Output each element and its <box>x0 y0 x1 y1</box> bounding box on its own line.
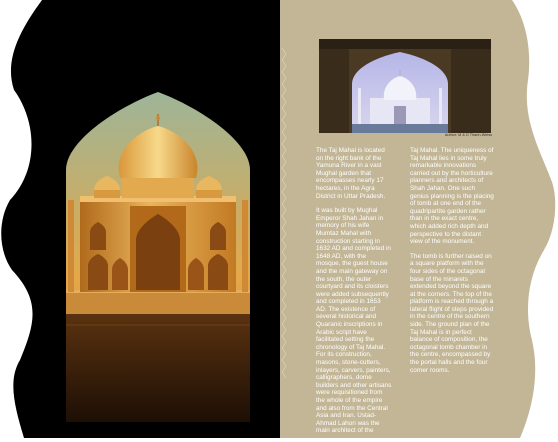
taj-mahal-arch-photo <box>60 88 256 428</box>
paragraph: The tomb is further raised on a square platform with the four sides of the octagonal base of the minarets extended beyond the square at the corners. The top of the platform is reached through a lateral flight of steps provided in the centre of the southern side. The ground plan of the Taj Mahal is in perfect balance of composition, the octagonal tomb chamber in the centre, encompassed by the portal halls and the four corner rooms. <box>410 252 494 374</box>
paragraph: Taj Mahal. The uniqueness of Taj Mahal lies in some truly remarkable innovations carried out by the horticulture planners and architects of Shah Jahan. One such genius planning is the placing of tomb at one end of the quadripartite garden rather than in the exact centre, which added rich depth and perspective to the distant view of the monument. <box>410 147 494 246</box>
taj-mahal-framed-photo <box>319 39 491 133</box>
paragraph: The Taj Mahal is located on the right bank of the Yamuna River in a vast Mughal garden that encompasses nearly 17 hectares, in the Agra District in Uttar Pradesh. <box>316 147 386 200</box>
photo-credit: Author: M & D Tharin-Weiss <box>444 133 492 137</box>
article-column-1 <box>316 147 392 442</box>
article-column-2 <box>410 147 494 381</box>
paragraph: It was built by Mughal Emperor Shah Jahan in memory of his wife Mumtaz Mahal with construction starting in 1632 AD and completed in 1648 AD, with the mosque, the guest house and the main gateway on the south, the outer courtyard and its cloisters were added subsequently and completed in 1653 AD. The existence of several historical and Quaranic inscriptions in Arabic script have facilitated setting the chronology of Taj Mahal. For its construction, masons, stone-cutters, inlayers, carvers, painters, calligraphers, dome builders and other artisans were requisitioned from the whole of the empire and also from the Central Asia and Iran. Ustad-Ahmad Lahori was the main architect of the <box>316 207 392 435</box>
